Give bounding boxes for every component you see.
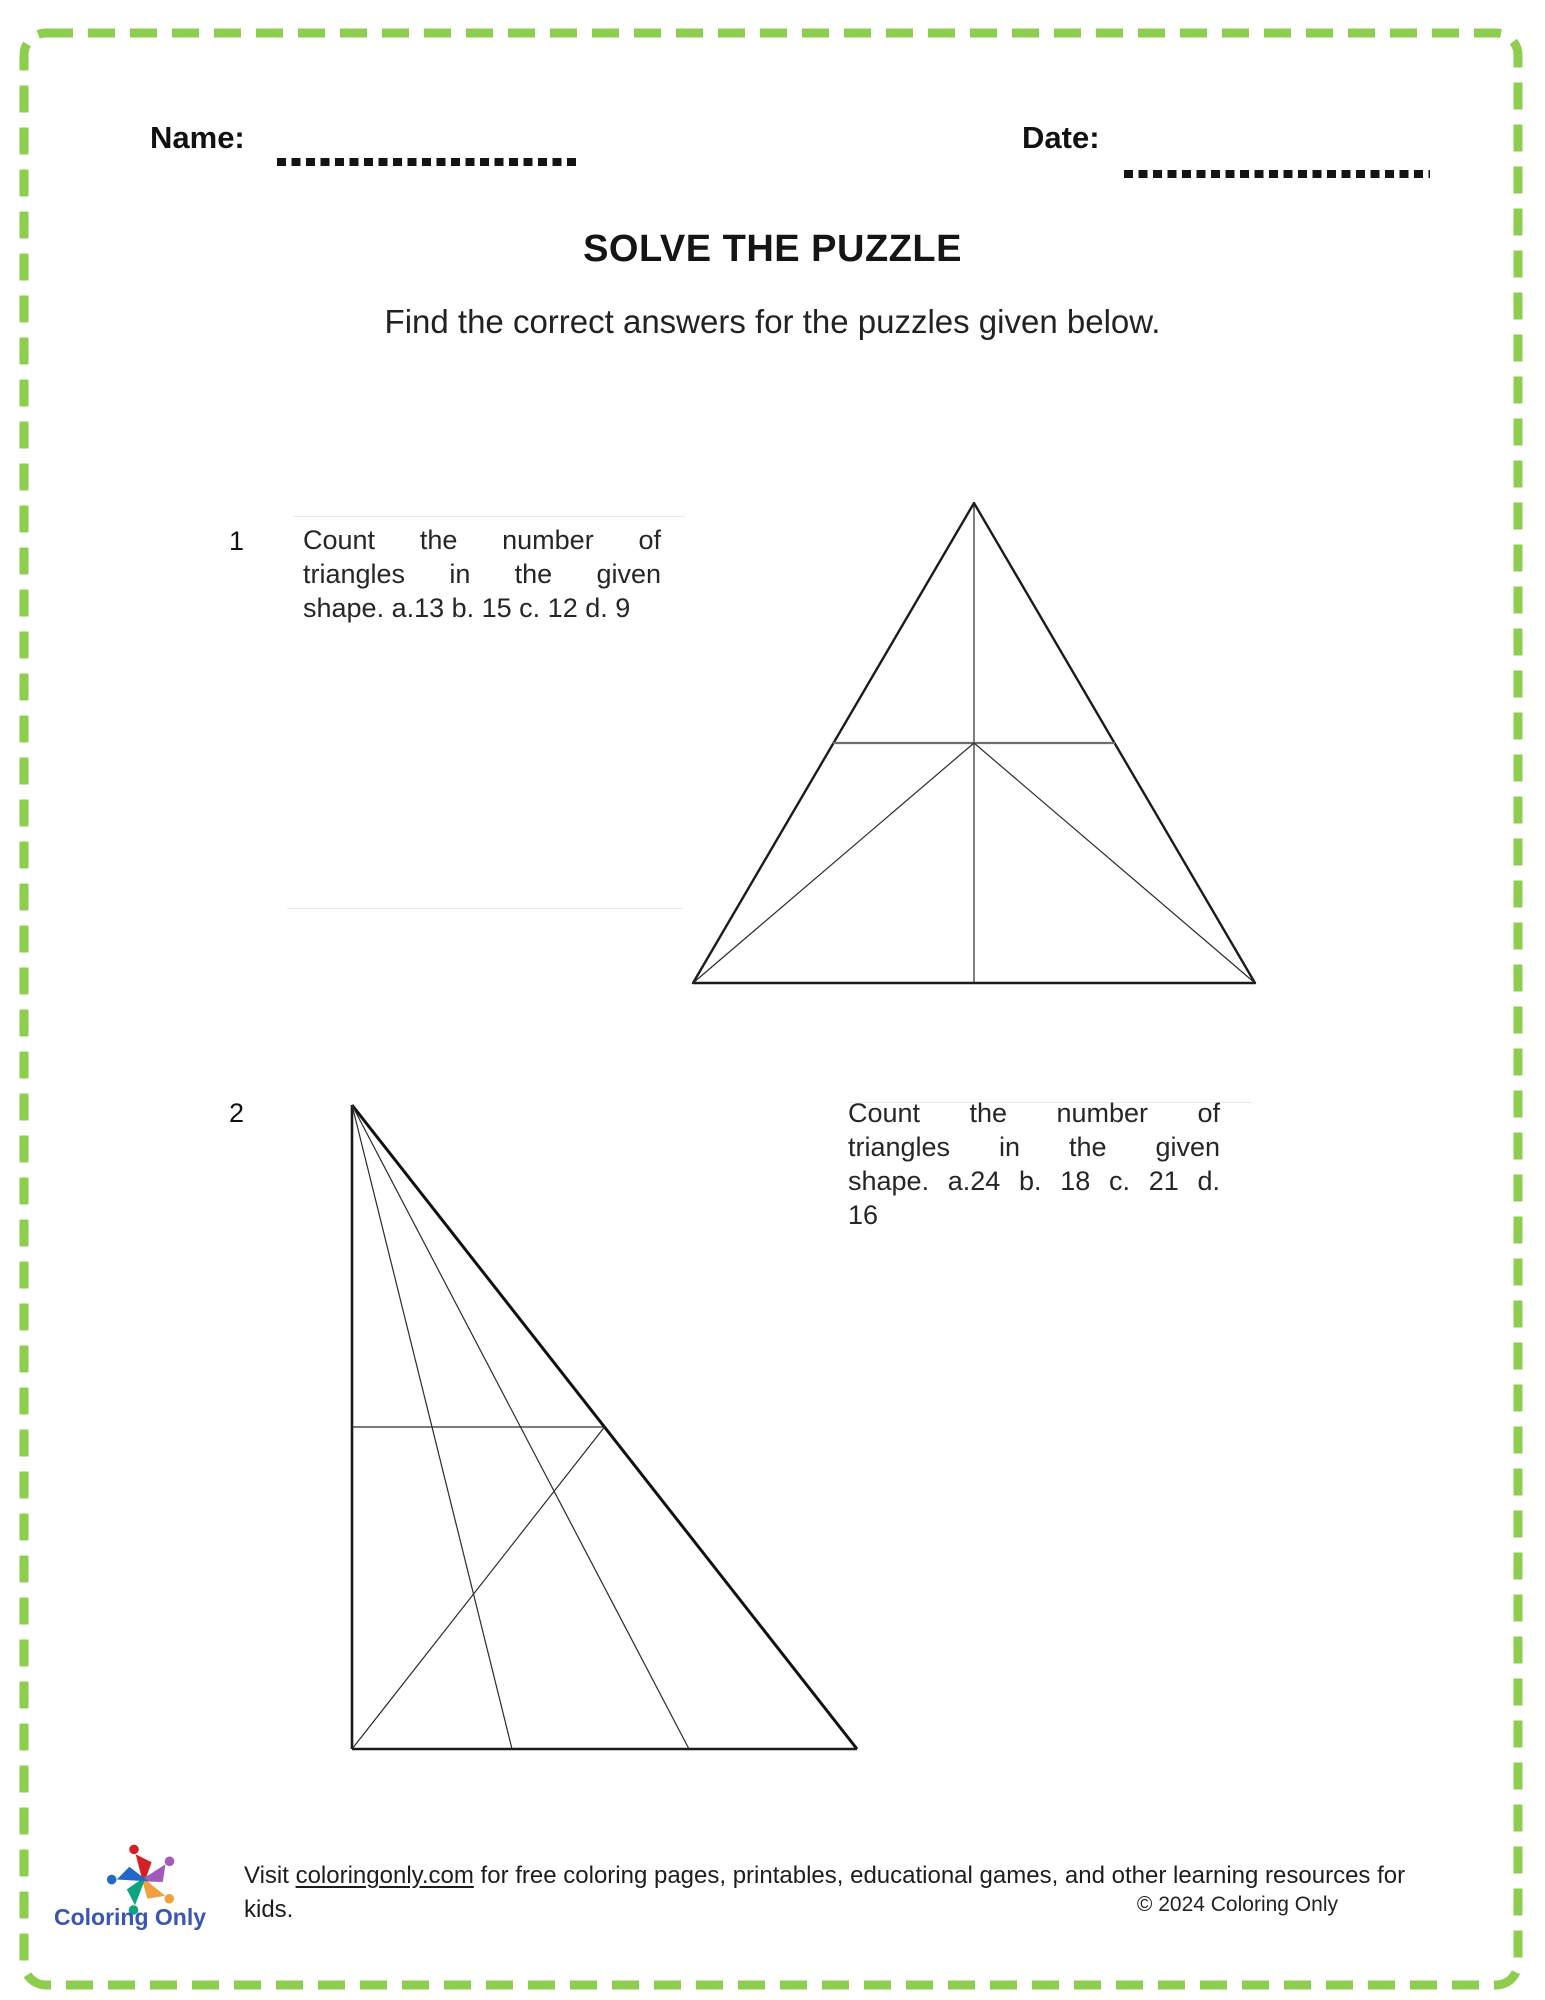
- brand-name: Coloring Only: [53, 1904, 207, 1930]
- question-1-number: 1: [229, 526, 245, 556]
- question-2-number: 2: [229, 1098, 245, 1128]
- question-2-line-2: triangles in the given: [848, 1132, 1220, 1162]
- question-2-line-3: shape. a.24 b. 18 c. 21 d.: [848, 1166, 1220, 1196]
- date-blank-line: [1124, 170, 1430, 178]
- coloringonly-link[interactable]: coloringonly.com: [295, 1862, 474, 1889]
- divider-line: [287, 908, 683, 909]
- footer-text-suffix: for free coloring pages, printables, educational games, and other learning resources for: [473, 1862, 1406, 1889]
- page-subtitle: Find the correct answers for the puzzles given below.: [384, 303, 1161, 340]
- name-blank-line: [277, 158, 579, 166]
- question-2-line-4: 16: [848, 1200, 879, 1230]
- triangle-puzzle-figure-2: [341, 1094, 868, 1761]
- name-label: Name:: [150, 120, 245, 155]
- copyright-notice: © 2024 Coloring Only: [1136, 1893, 1338, 1916]
- date-label: Date:: [1022, 120, 1100, 155]
- question-2-text: [848, 1096, 1220, 1232]
- question-1-line-1: Count the number of: [303, 525, 661, 555]
- footer-text: [244, 1862, 1405, 1890]
- page-title: SOLVE THE PUZZLE: [583, 228, 962, 270]
- footer-text-prefix: Visit: [244, 1862, 296, 1889]
- triangle-puzzle-figure-1: [683, 492, 1265, 994]
- question-1-text: [303, 523, 661, 625]
- divider-line: [293, 516, 685, 517]
- question-2-line-1: Count the number of: [848, 1098, 1220, 1128]
- footer-text-line-2: kids.: [244, 1896, 294, 1923]
- question-1-line-2: triangles in the given: [303, 559, 661, 589]
- question-1-line-3: shape. a.13 b. 15 c. 12 d. 9: [303, 593, 631, 623]
